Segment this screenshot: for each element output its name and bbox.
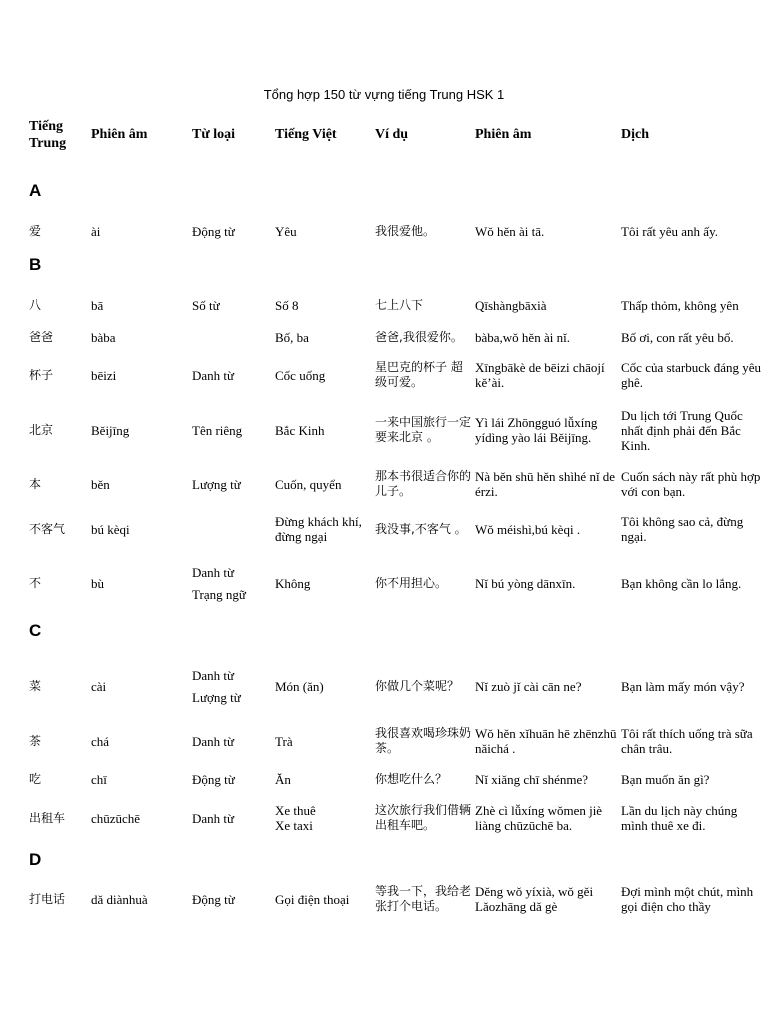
word-type: Động từ <box>192 891 235 907</box>
vietnamese-meaning: Cuốn, quyển <box>275 476 342 492</box>
translation: Thấp thỏm, không yên <box>621 297 739 313</box>
word-type: Lượng từ <box>192 476 241 492</box>
word-type: Tên riêng <box>192 422 243 438</box>
example-pinyin: Xīngbākè de bēizi chāojí kě’ài. <box>475 360 605 390</box>
chinese-word: 本 <box>29 476 42 491</box>
chinese-word: 出租车 <box>29 810 66 825</box>
table-row <box>0 322 768 352</box>
translation: Đợi mình một chút, mình gọi điện cho thầy <box>621 884 754 914</box>
header-example-pinyin: Phiên âm <box>475 127 532 142</box>
table-row <box>0 216 768 246</box>
header-chinese: Tiếng Trung <box>29 119 67 151</box>
example-pinyin: Nǐ bú yòng dānxīn. <box>475 575 576 591</box>
chinese-word: 茶 <box>29 733 42 748</box>
translation: Tôi không sao cả, đừng ngại. <box>621 514 744 544</box>
vietnamese-meaning: Gọi điện thoại <box>275 891 350 907</box>
vietnamese-meaning: Trà <box>275 733 293 749</box>
pinyin: chī <box>91 771 107 787</box>
pinyin: bú kèqi <box>91 521 130 537</box>
table-row <box>0 722 768 760</box>
example-sentence: 我很喜欢喝珍珠奶茶。 <box>375 726 472 755</box>
table-row <box>0 511 768 547</box>
example-pinyin: bàba,wǒ hěn ài nǐ. <box>475 329 570 345</box>
table-row <box>0 660 768 712</box>
chinese-word: 打电话 <box>29 891 66 906</box>
vietnamese-meaning: Bắc Kinh <box>275 422 325 438</box>
example-pinyin: Zhè cì lǚxíng wǒmen jiè liàng chūzūchē ba. <box>475 803 603 833</box>
chinese-word: 不客气 <box>29 521 66 536</box>
translation: Bố ơi, con rất yêu bố. <box>621 329 734 345</box>
word-type <box>192 511 272 547</box>
header-example: Ví dụ <box>375 127 409 142</box>
example-pinyin: Děng wǒ yíxià, wǒ gěi Lǎozhāng dǎ gè <box>475 884 594 914</box>
example-sentence: 你做几个菜呢？ <box>375 678 460 693</box>
example-pinyin: Qīshàngbāxià <box>475 297 547 313</box>
example-sentence: 等我一下，我给老张打个电话。 <box>375 884 472 913</box>
document-title: Tổng hợp 150 từ vựng tiếng Trung HSK 1 <box>263 87 505 102</box>
vietnamese-meaning: Không <box>275 575 311 591</box>
example-pinyin: Wǒ hěn ài tā. <box>475 223 545 239</box>
example-sentence: 你不用担心。 <box>375 575 448 590</box>
example-sentence: 一来中国旅行一定要来北京 。 <box>375 415 472 444</box>
table-row <box>0 290 768 320</box>
word-type: Danh từ <box>192 367 235 383</box>
pinyin: bàba <box>91 329 116 345</box>
translation: Bạn muốn ăn gì? <box>621 771 710 787</box>
chinese-word: 吃 <box>29 771 42 786</box>
translation: Tôi rất thích uống trà sữa chân trâu. <box>621 726 753 756</box>
section-letter-b: B <box>29 255 42 274</box>
translation: Lần du lịch này chúng mình thuê xe đi. <box>621 803 738 833</box>
chinese-word: 爱 <box>29 223 42 238</box>
word-type: Danh từ <box>192 810 235 826</box>
chinese-word: 不 <box>29 575 42 590</box>
chinese-word: 八 <box>29 297 42 312</box>
example-sentence: 爸爸,我很爱你。 <box>375 329 463 344</box>
translation: Du lịch tới Trung Quốc nhất định phải đến Bắc Kinh. <box>621 407 743 453</box>
word-type: Danh từ Lượng từ <box>192 667 241 705</box>
pinyin: bù <box>91 575 104 591</box>
translation: Cuốn sách này rất phù hợp với con bạn. <box>621 469 761 499</box>
section-letter-c: C <box>29 621 42 640</box>
vietnamese-meaning: Đừng khách khí, đừng ngại <box>275 514 362 544</box>
example-sentence: 我很爱他。 <box>375 223 436 238</box>
example-pinyin: Nǐ xiǎng chī shénme? <box>475 771 588 787</box>
translation: Tôi rất yêu anh ấy. <box>621 223 718 239</box>
table-row <box>0 404 768 456</box>
example-pinyin: Nà běn shū hěn shìhé nǐ de érzi. <box>475 469 616 499</box>
word-type <box>192 322 272 352</box>
table-row <box>0 884 768 914</box>
pinyin: ài <box>91 223 101 239</box>
section-letter-d: D <box>29 850 42 869</box>
example-pinyin: Wǒ méishì,bú kèqi . <box>475 521 581 537</box>
pinyin: chá <box>91 733 110 749</box>
chinese-word: 菜 <box>29 678 42 693</box>
word-type: Động từ <box>192 771 235 787</box>
pinyin: bā <box>91 297 104 313</box>
example-sentence: 星巴克的杯子 超级可爱。 <box>375 360 463 389</box>
example-pinyin: Nǐ zuò jǐ cài cān ne? <box>475 678 582 694</box>
header-pinyin: Phiên âm <box>91 127 148 142</box>
word-type: Danh từ Trạng ngữ <box>192 564 246 602</box>
header-vietnamese: Tiếng Việt <box>275 127 337 142</box>
vietnamese-meaning: Xe thuê Xe taxi <box>275 803 316 833</box>
example-pinyin: Yì lái Zhōngguó lǚxíng yídìng yào lái Běijīng. <box>475 415 598 445</box>
word-type: Số từ <box>192 297 220 313</box>
chinese-word: 北京 <box>29 422 54 437</box>
header-translation: Dịch <box>621 127 649 142</box>
example-sentence: 那本书很适合你的儿子。 <box>375 469 472 498</box>
word-type: Danh từ <box>192 733 235 749</box>
translation: Bạn không cần lo lắng. <box>621 575 742 591</box>
chinese-word: 爸爸 <box>29 329 54 344</box>
pinyin: chūzūchē <box>91 810 141 826</box>
example-sentence: 你想吃什么？ <box>375 771 448 786</box>
header-word-type: Từ loại <box>192 127 236 142</box>
chinese-word: 杯子 <box>29 367 54 382</box>
example-pinyin: Wǒ hěn xǐhuān hē zhēnzhū nǎichá . <box>475 726 617 756</box>
pinyin: běn <box>91 476 110 492</box>
translation: Cốc của starbuck đáng yêu ghê. <box>621 360 762 390</box>
table-row <box>0 800 768 836</box>
translation: Bạn làm mấy món vậy? <box>621 678 745 694</box>
word-type: Động từ <box>192 223 235 239</box>
table-header <box>0 117 768 153</box>
example-sentence: 我没事,不客气 。 <box>375 521 467 536</box>
table-row <box>0 466 768 502</box>
pinyin: cài <box>91 678 107 694</box>
vietnamese-meaning: Ăn <box>275 771 291 787</box>
pinyin: Běijīng <box>91 422 130 438</box>
table-row <box>0 558 768 608</box>
table-row <box>0 357 768 393</box>
example-sentence: 七上八下 <box>375 297 424 312</box>
vietnamese-meaning: Bố, ba <box>275 329 309 345</box>
section-letter-a: A <box>29 181 42 200</box>
vietnamese-meaning: Cốc uống <box>275 367 326 383</box>
pinyin: dǎ diànhuà <box>91 891 148 907</box>
table-row <box>0 764 768 794</box>
vietnamese-meaning: Yêu <box>275 223 297 239</box>
example-sentence: 这次旅行我们借辆出租车吧。 <box>375 803 472 832</box>
pinyin: bēizi <box>91 367 117 383</box>
vietnamese-meaning: Số 8 <box>275 297 299 313</box>
vietnamese-meaning: Món (ăn) <box>275 678 324 694</box>
